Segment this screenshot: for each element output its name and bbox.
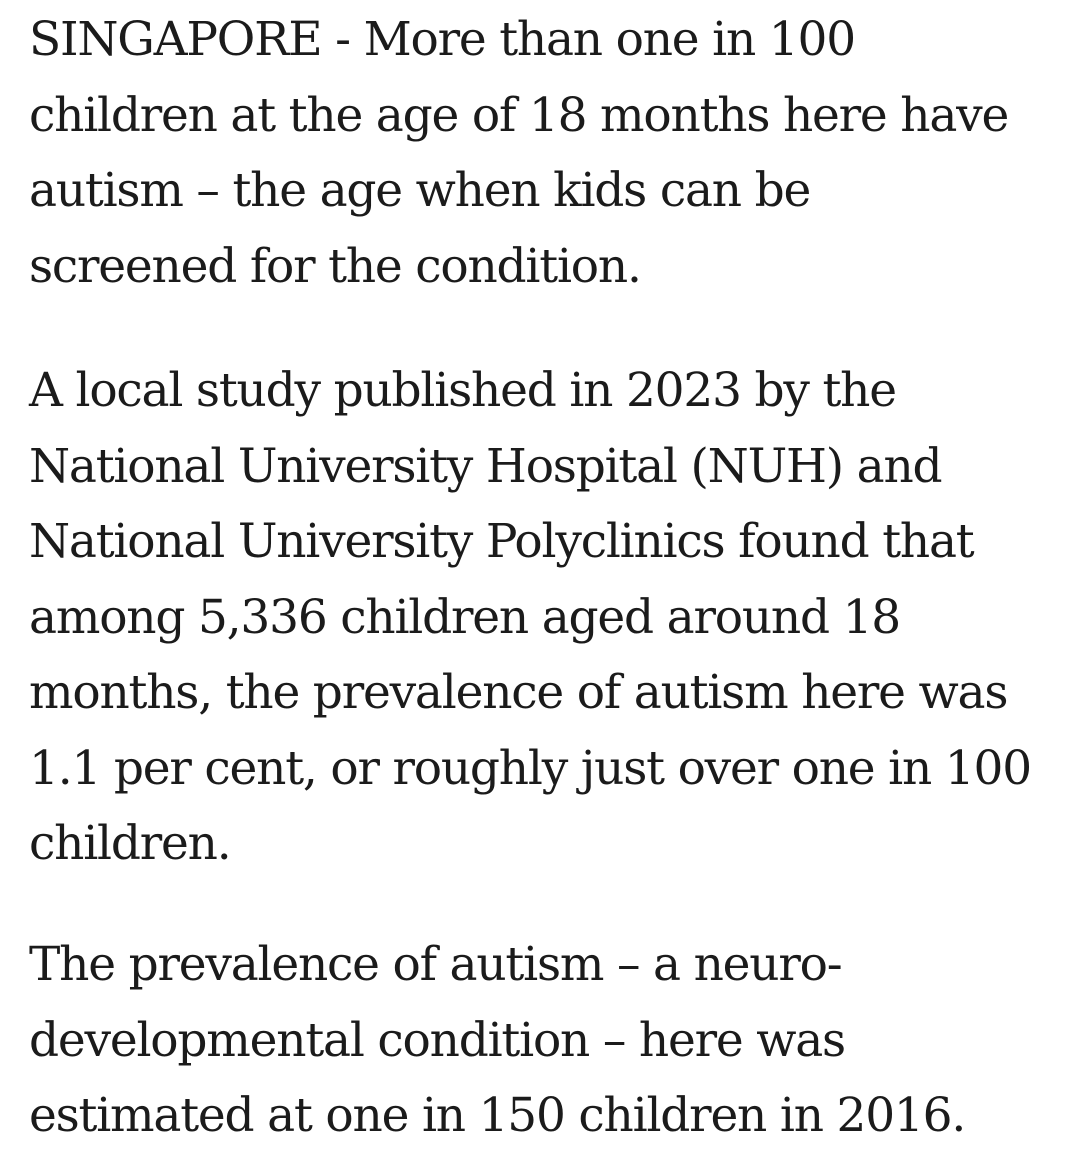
paragraph-line: children. — [29, 816, 231, 871]
paragraph-line: estimated at one in 150 children in 2016. — [29, 1088, 966, 1143]
paragraph-line: National University Hospital (NUH) and — [29, 438, 942, 494]
paragraph-line: 1.1 per cent, or roughly just over one in 100 — [29, 740, 1031, 796]
article-paragraph — [29, 927, 965, 1154]
paragraph-line: The prevalence of autism – a neuro- — [29, 937, 842, 992]
paragraph-line: developmental condition – here was — [29, 1012, 845, 1068]
paragraph-line: A local study published in 2023 by the — [29, 363, 896, 418]
paragraph-line: months, the prevalence of autism here was — [29, 665, 1008, 720]
paragraph-line: SINGAPORE - More than one in 100 — [29, 12, 855, 67]
article-paragraph — [29, 353, 1031, 882]
paragraph-line: among 5,336 children aged around 18 — [29, 589, 901, 645]
paragraph-line: screened for the condition. — [29, 238, 641, 294]
paragraph-line: children at the age of 18 months here have — [29, 87, 1009, 143]
paragraph-line: autism – the age when kids can be — [29, 163, 811, 218]
paragraph-line: National University Polyclinics found that — [29, 514, 974, 569]
article-paragraph — [29, 2, 1008, 304]
